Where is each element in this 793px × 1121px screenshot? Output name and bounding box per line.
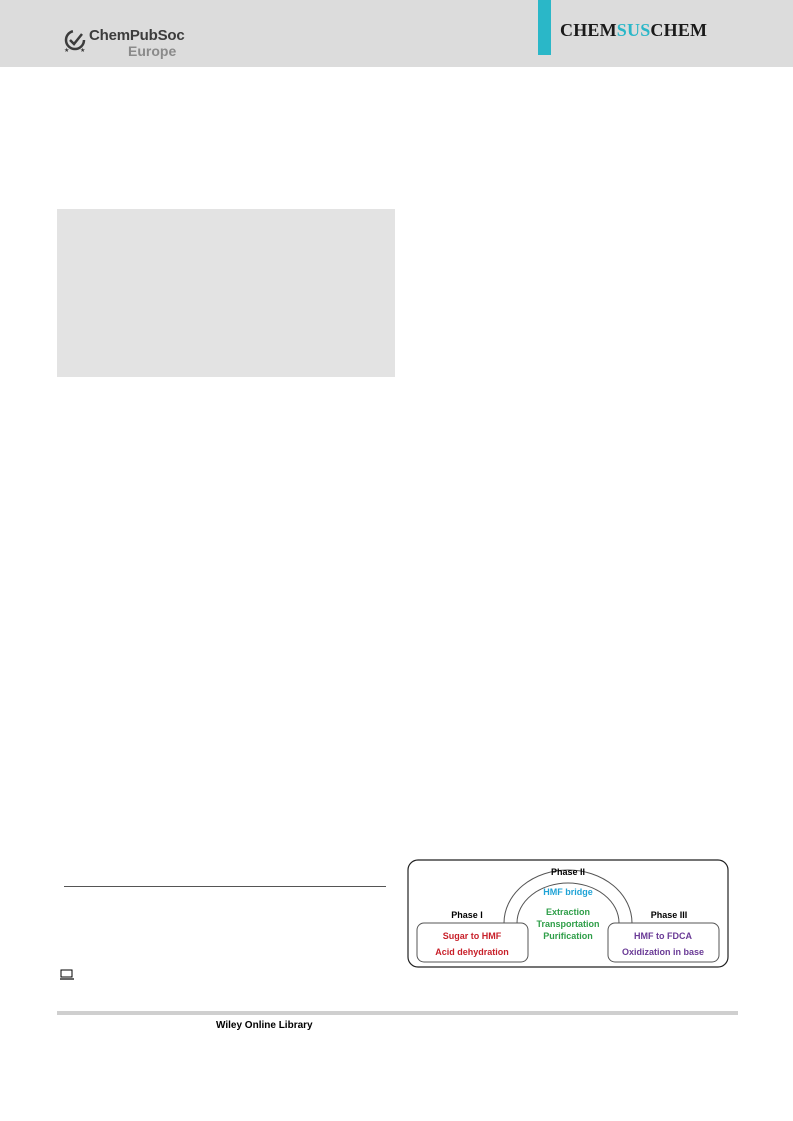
journal-title-prefix: CHEM: [560, 20, 617, 40]
footer-divider: [57, 1011, 738, 1015]
screen-icon[interactable]: [60, 969, 74, 980]
phase3-line2: Oxidization in base: [621, 947, 705, 957]
chempubsoc-logo-icon: [62, 27, 88, 53]
page-header: [0, 0, 793, 67]
redacted-block: [57, 209, 395, 377]
phase2-line2: Transportation: [536, 919, 600, 929]
phase1-line2: Acid dehydration: [435, 947, 509, 957]
svg-text:★: ★: [80, 47, 86, 53]
footnote-divider: [64, 886, 386, 887]
phase2-line3: Purification: [543, 931, 593, 941]
phase2-title: Phase II: [550, 867, 586, 877]
phase2-line1: Extraction: [545, 907, 591, 917]
publisher-region: Europe: [128, 43, 177, 59]
publisher-name: ChemPubSoc: [89, 27, 185, 44]
phase1-line1: Sugar to HMF: [442, 931, 502, 941]
journal-accent-bar: [538, 0, 551, 55]
journal-title-suffix: CHEM: [650, 20, 708, 40]
phase1-title: Phase I: [451, 910, 483, 920]
footer-library-link[interactable]: Wiley Online Library: [216, 1020, 313, 1031]
journal-title: [560, 20, 707, 41]
phase3-line1: HMF to FDCA: [634, 931, 692, 941]
toc-graphic: [407, 859, 729, 968]
bridge-label: HMF bridge: [543, 887, 593, 897]
publisher-logo: [62, 23, 202, 59]
journal-title-highlight: SUS: [616, 20, 651, 40]
phase3-title: Phase III: [650, 910, 688, 920]
svg-text:★: ★: [64, 47, 70, 53]
